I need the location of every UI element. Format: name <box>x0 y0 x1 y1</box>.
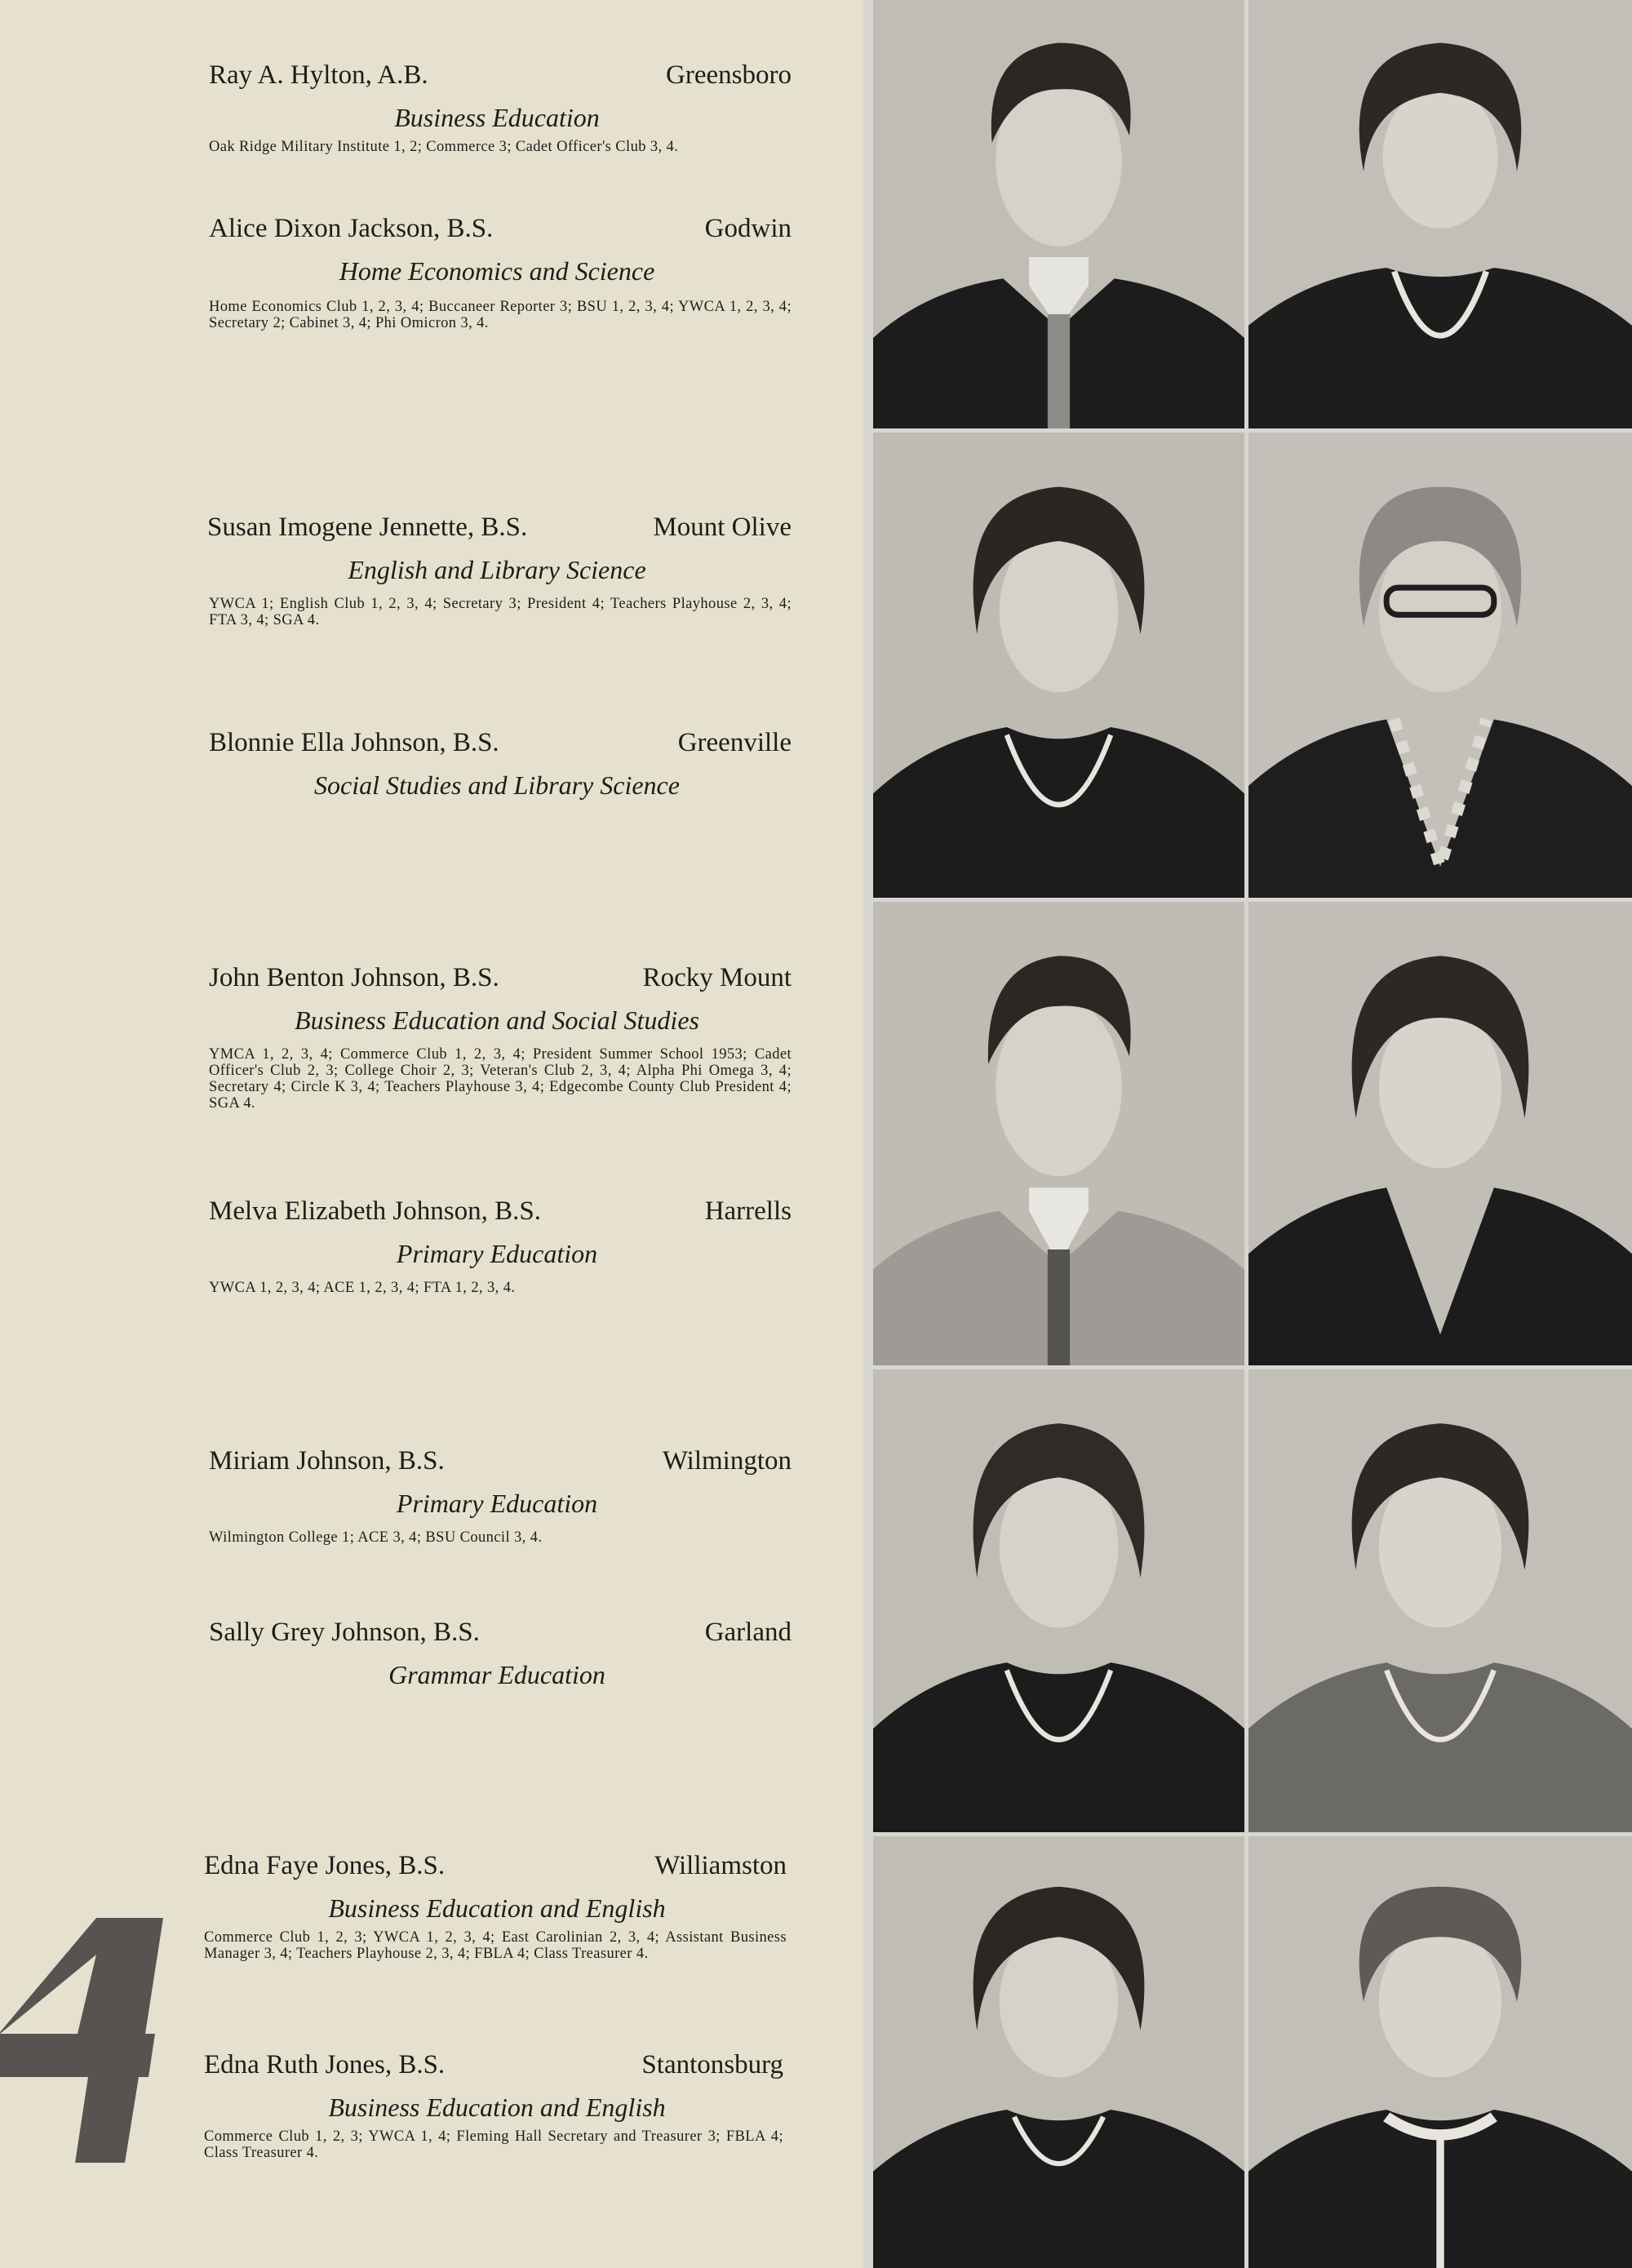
hometown: Stantonsburg <box>641 2050 783 2079</box>
entry-header <box>202 1195 792 1231</box>
entry-1 <box>202 59 792 155</box>
entry-header <box>202 1445 792 1480</box>
student-name: Ray A. Hylton, A.B. <box>209 60 428 90</box>
entry-8 <box>202 1616 792 1691</box>
entry-header <box>202 511 792 547</box>
student-name: Susan Imogene Jennette, B.S. <box>207 513 528 542</box>
entry-2 <box>202 212 792 331</box>
entry-header <box>202 59 792 95</box>
portrait-photo <box>873 0 1244 428</box>
portrait-photo <box>873 1836 1244 2268</box>
portrait-photo <box>1248 1836 1632 2268</box>
hometown: Rocky Mount <box>642 963 792 992</box>
portrait-grid <box>863 0 1632 2268</box>
major: Grammar Education <box>388 1660 605 1689</box>
entry-9 <box>202 1849 792 1962</box>
major: Social Studies and Library Science <box>314 770 680 800</box>
hometown: Greensboro <box>666 60 792 90</box>
activities: YMCA 1, 2, 3, 4; Commerce Club 1, 2, 3, 4; President Summer School 1953; Cadet Officer's Club 2, 3; College Choir 2, 3; Veteran's Club 2, 3, 4; Alpha Phi Omega 3, 4; Secretary 4; Circle K 3, 4; Teachers Playhouse 3, 4; Edgecombe County Club President 4; SGA 4. <box>209 1046 792 1112</box>
student-name: John Benton Johnson, B.S. <box>209 963 499 992</box>
entry-6 <box>202 1195 792 1296</box>
hometown: Greenville <box>677 728 792 757</box>
major: Business Education and Social Studies <box>295 1005 699 1035</box>
activities: Commerce Club 1, 2, 3; YWCA 1, 4; Fleming Hall Secretary and Treasurer 3; FBLA 4; Class Treasurer 4. <box>204 2128 783 2161</box>
hometown: Wilmington <box>662 1446 792 1476</box>
student-name: Edna Faye Jones, B.S. <box>204 1851 446 1880</box>
major: English and Library Science <box>348 555 646 584</box>
portrait-photo <box>873 902 1244 1365</box>
student-name: Melva Elizabeth Johnson, B.S. <box>209 1196 541 1226</box>
entry-7 <box>202 1445 792 1546</box>
hometown: Harrells <box>704 1196 792 1226</box>
student-name: Alice Dixon Jackson, B.S. <box>209 214 494 243</box>
portrait-photo <box>1248 433 1632 898</box>
major: Primary Education <box>396 1239 598 1268</box>
portrait-photo <box>1248 902 1632 1365</box>
entry-3 <box>202 511 792 628</box>
hometown: Garland <box>704 1618 792 1647</box>
hometown: Mount Olive <box>653 513 792 542</box>
entry-header <box>202 2048 792 2084</box>
activities: YWCA 1, 2, 3, 4; ACE 1, 2, 3, 4; FTA 1, 2, 3, 4. <box>209 1280 516 1296</box>
portrait-photo <box>1248 1369 1632 1832</box>
major: Business Education <box>394 103 600 132</box>
entry-4 <box>202 726 792 801</box>
major: Business Education and English <box>328 2093 666 2122</box>
entry-header <box>202 961 792 997</box>
major: Business Education and English <box>328 1893 666 1923</box>
entry-header <box>202 212 792 248</box>
entry-header <box>202 726 792 762</box>
entry-5 <box>202 961 792 1112</box>
page-number <box>0 1910 171 2171</box>
major: Primary Education <box>396 1489 598 1518</box>
hometown: Godwin <box>704 214 792 243</box>
entry-header <box>202 1849 792 1885</box>
activities: Wilmington College 1; ACE 3, 4; BSU Council 3, 4. <box>209 1529 543 1546</box>
entry-10 <box>202 2048 792 2161</box>
portrait-photo <box>873 433 1244 898</box>
major: Home Economics and Science <box>339 256 655 286</box>
activities: Commerce Club 1, 2, 3; YWCA 1, 2, 3, 4; East Carolinian 2, 3, 4; Assistant Business Manager 3, 4; Teachers Playhouse 2, 3, 4; FBLA 4; Class Treasurer 4. <box>204 1929 787 1962</box>
student-name: Blonnie Ella Johnson, B.S. <box>209 728 499 757</box>
page-number-glyph <box>0 1910 171 2171</box>
student-name: Edna Ruth Jones, B.S. <box>204 2050 446 2079</box>
activities: Home Economics Club 1, 2, 3, 4; Buccaneer Reporter 3; BSU 1, 2, 3, 4; YWCA 1, 2, 3, 4; Secretary 2; Cabinet 3, 4; Phi Omicron 3, 4. <box>209 299 792 331</box>
activities: YWCA 1; English Club 1, 2, 3, 4; Secretary 3; President 4; Teachers Playhouse 2, 3, 4; FTA 3, 4; SGA 4. <box>209 596 792 628</box>
student-name: Sally Grey Johnson, B.S. <box>209 1618 480 1647</box>
hometown: Williamston <box>654 1851 787 1880</box>
portrait-photo <box>873 1369 1244 1832</box>
entry-header <box>202 1616 792 1652</box>
activities: Oak Ridge Military Institute 1, 2; Commerce 3; Cadet Officer's Club 3, 4. <box>209 139 679 155</box>
portrait-photo <box>1248 0 1632 428</box>
student-name: Miriam Johnson, B.S. <box>209 1446 445 1476</box>
